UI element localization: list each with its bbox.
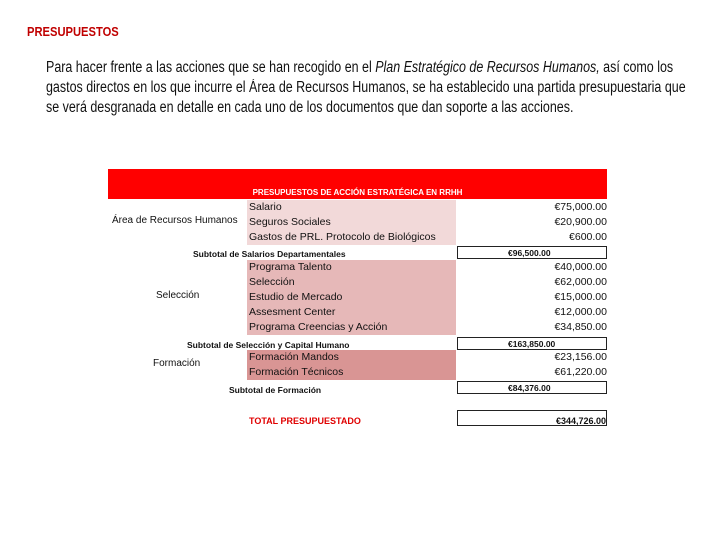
subtotal-value: €96,500.00 [457, 246, 607, 259]
item-label: Estudio de Mercado [247, 290, 456, 305]
category-label: Formación [153, 358, 201, 369]
item-label: Assesment Center [247, 305, 456, 320]
item-amount: €61,220.00 [554, 366, 607, 378]
total-value: €344,726.00 [457, 410, 607, 426]
intro-line-1 [46, 58, 704, 78]
item-amount: €40,000.00 [554, 261, 607, 273]
item-label: Selección [247, 275, 456, 290]
intro-line-3: se verá desgranada en detalle en cada uno de los documentos que dan soporte a las acciones. [46, 99, 574, 116]
plan-title: Plan Estratégico de Recursos Humanos, [375, 59, 600, 76]
subtotal-value: €163,850.00 [457, 337, 607, 350]
item-amount: €12,000.00 [554, 306, 607, 318]
subtotal-value: €84,376.00 [457, 381, 607, 394]
subtotal-label: Subtotal de Selección y Capital Humano [187, 340, 350, 350]
item-label: Formación Técnicos [247, 365, 456, 380]
item-amount: €62,000.00 [554, 276, 607, 288]
intro-line-1-a: Para hacer frente a las acciones que se han recogido en el [46, 59, 376, 76]
intro-line-2: gastos directos en los que incurre el Área de Recursos Humanos, se ha establecido una partida presupuestaria que [46, 79, 686, 96]
table-header [108, 169, 607, 199]
item-label: Salario [247, 200, 456, 215]
item-amount: €600.00 [569, 231, 607, 243]
item-amount: €15,000.00 [554, 291, 607, 303]
item-amount: €20,900.00 [554, 216, 607, 228]
item-label: Programa Creencias y Acción [247, 320, 456, 335]
item-amount: €34,850.00 [554, 321, 607, 333]
item-label: Programa Talento [247, 260, 456, 275]
item-label: Seguros Sociales [247, 215, 456, 230]
table-header-title: PRESUPUESTOS DE ACCIÓN ESTRATÉGICA EN RRHH [252, 188, 463, 197]
subtotal-label: Subtotal de Formación [229, 385, 322, 395]
item-label: Formación Mandos [247, 350, 456, 365]
category-label: Selección [156, 290, 200, 301]
total-label: TOTAL PRESUPUESTADO [249, 416, 361, 426]
intro-line-1-b: así como los [599, 59, 674, 76]
item-amount: €75,000.00 [554, 201, 607, 213]
item-label: Gastos de PRL. Protocolo de Biológicos [247, 230, 456, 245]
item-amount: €23,156.00 [554, 351, 607, 363]
page-title: PRESUPUESTOS [27, 24, 119, 39]
category-label: Área de Recursos Humanos [112, 215, 238, 226]
intro-paragraph [46, 58, 704, 118]
subtotal-label: Subtotal de Salarios Departamentales [193, 249, 346, 259]
